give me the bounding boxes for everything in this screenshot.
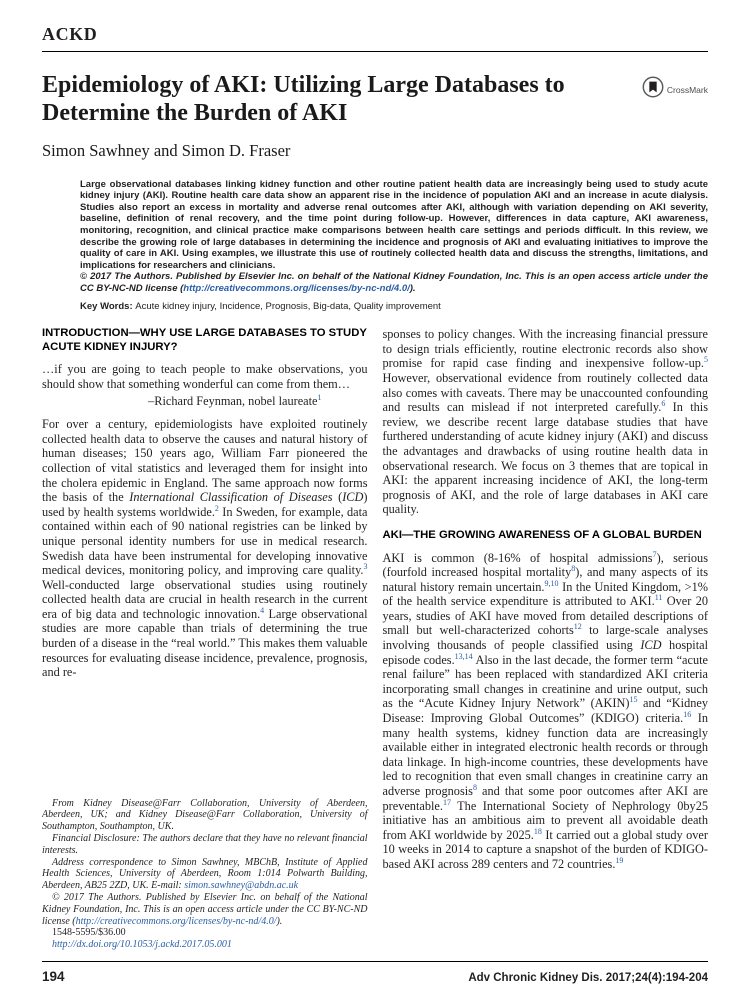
reference-superscript[interactable]: 4 [260,605,265,615]
page-number: 194 [42,969,65,984]
footnote-correspondence: Address correspondence to Simon Sawhney, MBChB, Institute of Applied Health Sciences, University of Aberdeen, Room 1:014 Polwarth Building, Aberdeen, AB25 2ZD, UK. E-mail: simon.sawhney@abdn.ac.uk [42,856,368,892]
doi-link[interactable]: http://dx.doi.org/10.1053/j.ackd.2017.05.001 [52,939,232,951]
section-heading-introduction: INTRODUCTION—WHY USE LARGE DATABASES TO STUDY ACUTE KIDNEY INJURY? [42,327,367,353]
crossmark-icon [642,76,664,103]
reference-superscript[interactable]: 18 [533,826,542,836]
article-body [42,327,708,951]
abstract-text: Large observational databases linking kidney function and other routine patient health data are increasingly being used to study acute kidney injury (AKI). Routine health care data show an apparent rise in the incidence of population AKI and an increase in acute dialysis. Studies also report an excess in mortality and adverse renal outcomes after AKI, although with variation depending on AKI severity, baseline, definition of renal recovery, and the time point during follow-up. However, differences in data capture, AKI awareness, monitoring, recognition, and clinical practice make comparisons between health care settings and periods difficult. In this review, we describe the growing role of large databases in determining the incidence and prognosis of AKI and evaluating initiatives to improve the quality of care in AKI. Using examples, we illustrate this use of routinely collected health data and discuss the strengths, limitations, and implications for researchers and clinicians. [80,178,708,271]
introduction-continued-paragraph: sponses to policy changes. With the increasing financial pressure to design trials efficiently, routine electronic records also show promise for rapid case finding and inexpensive follow-up.$^5$ However, observational evidence from routinely collected data also comes with caveats. There may be unaccounted confounding and results can mislead if not interpreted carefully.$^6$ In this review, we describe recent large database studies that have furthered understanding of acute kidney injury (AKI) and discuss the advantages and drawbacks of using routine health data in observational research. We focus on 3 themes that are topical in AKI: the apparent increasing incidence of AKI, the long-term prognosis of AKI, and the role of large databases in AKI care quality. [382,327,708,517]
reference-superscript[interactable]: 12 [573,622,582,632]
crossmark-label: CrossMark [666,84,708,95]
reference-superscript[interactable]: 17 [442,797,451,807]
reference-superscript[interactable]: 5 [704,355,708,365]
footnote-affiliations: From Kidney Disease@Farr Collaboration, University of Aberdeen, Aberdeen, UK; and Kidney Disease@Farr Collaboration, University of Southampton, Southampton, UK. [42,797,368,833]
email-link[interactable]: simon.sawhney@abdn.ac.uk [184,880,299,892]
footnote-financial-disclosure: Financial Disclosure: The authors declare that they have no relevant financial interests. [42,833,368,856]
epigraph-quote: …if you are going to teach people to make observations, you should show that something wonderful can come from them… [42,362,368,391]
introduction-paragraph: For over a century, epidemiologists have exploited routinely collected health data to observe the causes and natural history of human diseases; 150 years ago, William Farr pioneered the collection of vital statistics and leveraged them for insight into the cholera epidemic in England. The same approach now forms the basis of the International Classification of Diseases (ICD) used by health systems worldwide.$^2$ In Sweden, for example, data contained within each of 90 national registries can be linked by unique personal identity numbers for use in medical research. Swedish data have been instrumental for developing innovative medical devices, monitoring policy, and improving care quality.$^3$ Well-conducted large observational studies using routinely collected health data are crucial in health research in the current era of big data and technologic innovation.$^4$ Large observational studies are more capable than trials of determining the true burden of a disease in the “real world.” This makes them valuable resources for evaluating disease incidence, prevalence, prognosis, and re- [42,417,368,680]
journal-header [42,24,708,52]
keywords-line [80,301,708,313]
title-row [42,72,708,128]
journal-citation: Adv Chronic Kidney Dis. 2017;24(4):194-204 [468,972,708,984]
reference-superscript[interactable]: 8 [472,782,477,792]
header-rule [42,51,708,52]
reference-superscript[interactable]: 7 [652,549,657,559]
reference-superscript[interactable]: 19 [615,855,624,865]
aki-burden-paragraph: AKI is common (8-16% of hospital admissions$^7$), serious (fourfold increased hospital mortality$^8$), and many aspects of its natural history remain uncertain.$^{9,10}$ In the United Kingdom, >1% of the health service expenditure is attributed to AKI.$^{11}$ Over 20 years, studies of AKI have moved from detailed descriptions of small but well-characterized cohorts$^{12}$ to large-scale analyses involving thousands of people classified using ICD hospital episode codes.$^{13,14}$ Also in the last decade, the former term “acute renal failure” has been replaced with standardized AKI criteria incorporating small changes in creatinine and urine output, such as the “Acute Kidney Injury Network” (AKIN)$^{15}$ and “Kidney Disease: Improving Global Outcomes” (KDIGO) criteria.$^{16}$ In many health systems, kidney function data are increasingly available either in integrated electronic health records or through data linkage. In high-income countries, these developments have led to recognition that even small changes in creatinine carry an adverse prognosis$^8$ and that some poor outcomes after AKI are preventable.$^{17}$ The International Society of Nephrology 0by25 initiative has an ambitious aim to prevent all avoidable death from AKI worldwide by 2025.18 It carried out a global study over 10 weeks in 2014 to capture a snapshot of the burden of KDIGO-based AKI across 289 centers and 72 countries.$^{19}$ [382,549,708,871]
reference-superscript[interactable]: 1 [317,392,322,402]
crossmark-badge[interactable] [642,76,708,103]
article-authors: Simon Sawhney and Simon D. Fraser [42,140,291,160]
footnotes-block [42,788,368,951]
cc-license-link[interactable]: http://creativecommons.org/licenses/by-nc-nd/4.0/ [183,283,410,294]
page-footer [42,961,708,984]
keywords-label: Key Words: [80,300,133,312]
left-column [42,327,368,951]
reference-superscript[interactable]: 2 [214,503,219,513]
epigraph-attribution: –Richard Feynman, nobel laureate$^1$ [148,392,322,408]
article-title: Epidemiology of AKI: Utilizing Large Databases to Determine the Burden of AKI [42,72,565,126]
footnote-copyright: © 2017 The Authors. Published by Elsevier Inc. on behalf of the National Kidney Foundation, Inc. This is an open access article under the CC BY-NC-ND license (http://creativecommons.org/licenses/by-nc-nd/4.0/). [42,892,368,927]
keywords-values: Acute kidney injury, Incidence, Prognosis, Big-data, Quality improvement [135,300,441,312]
cc-license-link[interactable]: http://creativecommons.org/licenses/by-nc-nd/4.0/ [75,915,277,927]
journal-name: ACKD [42,24,98,44]
reference-superscript[interactable]: 9,10 [544,578,559,588]
reference-superscript[interactable]: 6 [661,399,666,409]
reference-superscript[interactable]: 15 [629,695,638,705]
right-column [383,327,709,951]
reference-superscript[interactable]: 8 [571,564,576,573]
reference-superscript[interactable]: 13,14 [454,651,473,661]
footnote-issn-price: 1548-5595/$36.00 [52,927,126,939]
reference-superscript[interactable]: 3 [363,562,368,571]
footnote-doi [42,939,368,951]
section-heading-aki-burden: AKI—THE GROWING AWARENESS OF A GLOBAL BURDEN [382,528,702,541]
reference-superscript[interactable]: 11 [654,593,663,603]
abstract-copyright: © 2017 The Authors. Published by Elsevier Inc. on behalf of the National Kidney Foundation, Inc. This is an open access article under the CC BY-NC-ND license (http://creativecommons.org/licenses/by-nc-nd/4.0/). [80,271,708,294]
footer-rule [42,961,708,962]
abstract-section [80,179,708,313]
footer-row [42,969,708,984]
reference-superscript[interactable]: 16 [683,709,692,719]
